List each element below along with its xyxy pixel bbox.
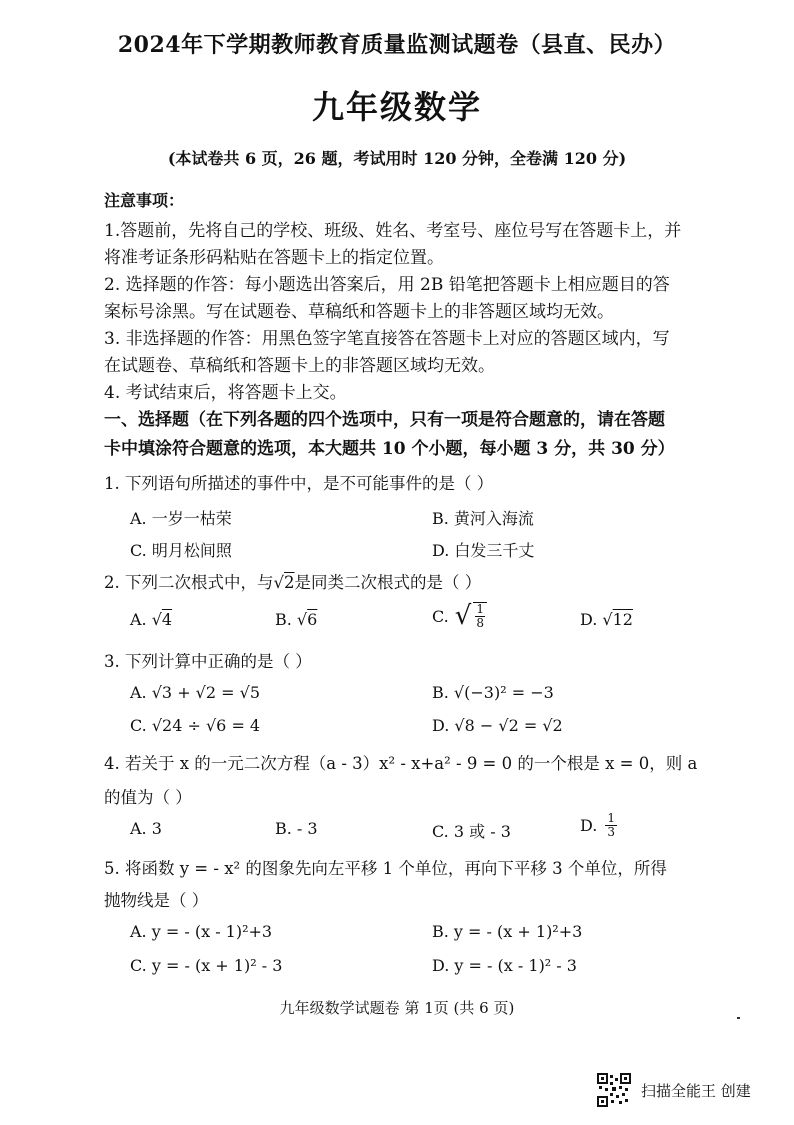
option-label: D. xyxy=(580,816,598,835)
numerator: 1 xyxy=(476,602,484,616)
question-3-stem: 3. 下列计算中正确的是（ ） xyxy=(104,652,312,671)
option-label: B. xyxy=(275,610,292,629)
question-2-stem-prefix: 2. 下列二次根式中，与 xyxy=(104,573,274,592)
question-1-option-a: A. 一岁一枯荣 xyxy=(130,509,232,528)
qr-code-icon xyxy=(597,1073,631,1107)
question-5-stem-line2: 抛物线是（ ） xyxy=(104,891,209,910)
scanner-watermark-text: 扫描全能王 创建 xyxy=(641,1081,751,1100)
question-4-option-c: C. 3 或 - 3 xyxy=(432,822,511,841)
notice-line: 案标号涂黑。写在试题卷、草稿纸和答题卡上的非答题区域均无效。 xyxy=(104,302,614,322)
notice-line: 4. 考试结束后，将答题卡上交。 xyxy=(104,383,347,403)
question-5-stem-line1: 5. 将函数 y = - x² 的图象先向左平移 1 个单位，再向下平移 3 个单位，所得 xyxy=(104,859,667,878)
notice-heading: 注意事项： xyxy=(104,191,185,210)
scan-speck xyxy=(737,1017,740,1019)
question-1-option-b: B. 黄河入海流 xyxy=(432,509,534,528)
option-label: C. xyxy=(432,606,449,626)
radicand: 4 xyxy=(161,610,173,629)
question-2-option-d: D. √12 xyxy=(580,610,633,629)
section-heading-line1: 一、选择题（在下列各题的四个选项中，只有一项是符合题意的，请在答题 xyxy=(104,410,665,430)
section-heading-line2: 卡中填涂符合题意的选项，本大题共 10 个小题，每小题 3 分，共 30 分） xyxy=(104,439,675,459)
question-4-stem-line2: 的值为（ ） xyxy=(104,788,192,807)
exam-meta: (本试卷共 6 页，26 题，考试用时 120 分钟，全卷满 120 分) xyxy=(167,149,627,168)
notice-line: 1.答题前，先将自己的学校、班级、姓名、考室号、座位号写在答题卡上，并 xyxy=(104,221,682,241)
question-2-option-b: B. √6 xyxy=(275,610,318,629)
question-5-option-b: B. y = - (x + 1)²+3 xyxy=(432,922,583,941)
option-label: A. xyxy=(130,610,147,629)
fraction xyxy=(605,812,617,839)
denominator: 3 xyxy=(607,825,615,839)
question-4-option-a: A. 3 xyxy=(130,819,162,838)
question-3-option-a: A. √3 + √2 = √5 xyxy=(130,683,261,702)
notice-line: 将准考证条形码粘贴在答题卡上的指定位置。 xyxy=(104,248,444,268)
fraction xyxy=(473,602,487,630)
question-1-stem: 1. 下列语句所描述的事件中，是不可能事件的是（ ） xyxy=(104,474,494,493)
question-5-option-c: C. y = - (x + 1)² - 3 xyxy=(130,956,283,975)
exam-subject: 九年级数学 xyxy=(311,88,482,126)
question-3-option-d: D. √8 − √2 = √2 xyxy=(432,716,563,735)
denominator: 8 xyxy=(476,616,484,630)
question-1-option-d: D. 白发三千丈 xyxy=(432,541,535,560)
numerator: 1 xyxy=(607,811,615,825)
question-3-option-b: B. √(−3)² = −3 xyxy=(432,683,554,702)
notice-line: 3. 非选择题的作答：用黑色签字笔直接答在答题卡上对应的答题区域内，写 xyxy=(104,329,670,349)
question-5-option-a: A. y = - (x - 1)²+3 xyxy=(130,922,273,941)
question-1-option-c: C. 明月松间照 xyxy=(130,541,232,560)
radicand: 12 xyxy=(612,610,633,629)
notice-line: 2. 选择题的作答：每小题选出答案后，用 2B 铅笔把答题卡上相应题目的答 xyxy=(104,275,670,295)
question-4-option-b: B. - 3 xyxy=(275,819,318,838)
notice-line: 在试题卷、草稿纸和答题卡上的非答题区域均无效。 xyxy=(104,356,495,376)
question-2-stem-suffix: 是同类二次根式的是（ ） xyxy=(294,573,482,592)
radical-sign: √ xyxy=(454,601,472,631)
question-4-option-d xyxy=(580,812,617,839)
question-2-option-c xyxy=(432,602,487,630)
exam-title: 2024年下学期教师教育质量监测试题卷（县直、民办） xyxy=(117,32,677,58)
question-3-option-c: C. √24 ÷ √6 = 4 xyxy=(130,716,261,735)
question-4-stem-line1: 4. 若关于 x 的一元二次方程（a - 3）x² - x+a² - 9 = 0 的一个根是 x = 0，则 a xyxy=(104,754,698,773)
option-label: D. xyxy=(580,610,598,629)
page-footer: 九年级数学试题卷 第 1页 (共 6 页) xyxy=(279,999,515,1017)
question-2-option-a: A. √4 xyxy=(130,610,173,629)
question-2-stem xyxy=(104,569,481,593)
radicand: 2 xyxy=(284,573,295,592)
radicand: 6 xyxy=(307,610,318,629)
radical: √2 xyxy=(273,573,295,592)
question-5-option-d: D. y = - (x - 1)² - 3 xyxy=(432,956,577,975)
scanner-watermark xyxy=(597,1073,751,1107)
